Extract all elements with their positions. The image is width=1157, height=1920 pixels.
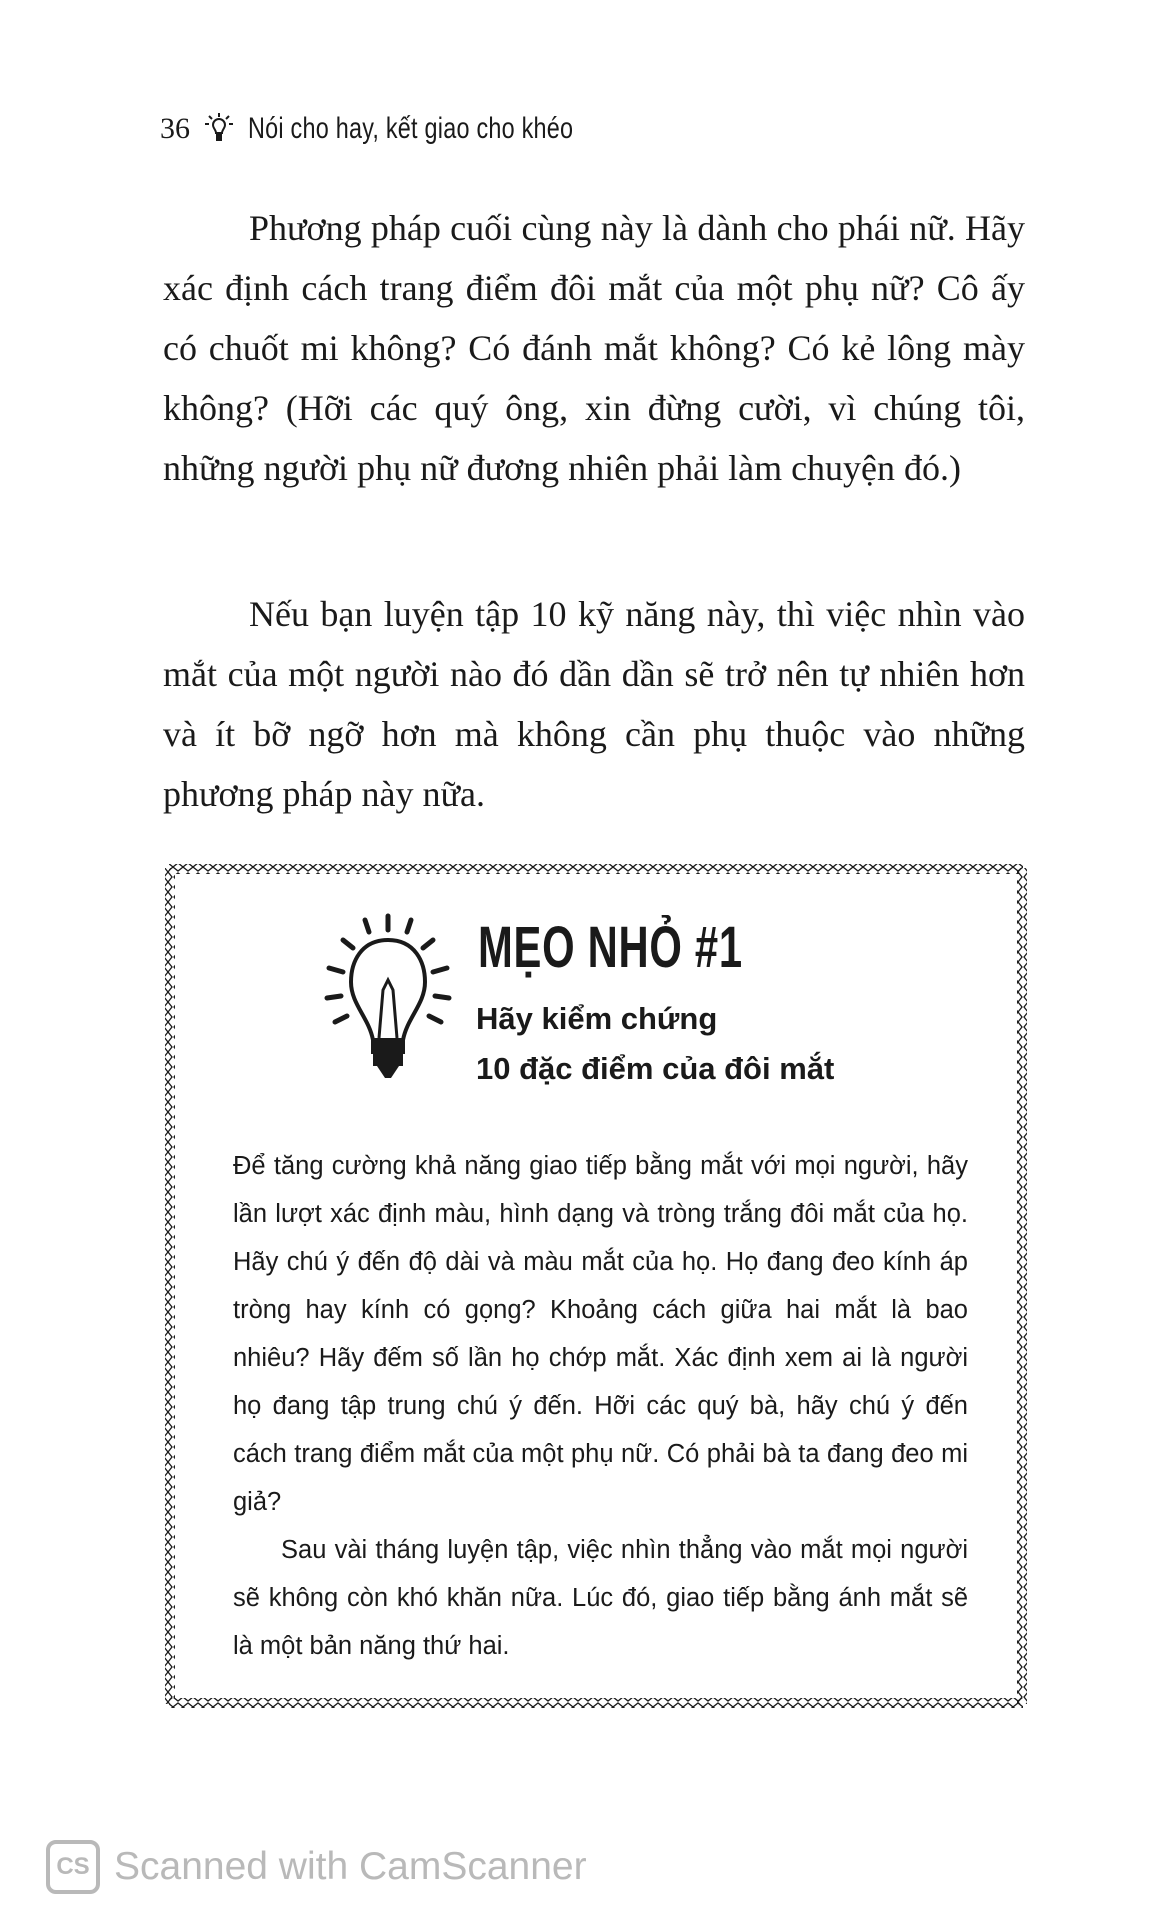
- tip-subtitle-line-2: 10 đặc điểm của đôi mắt: [476, 1051, 835, 1086]
- lightbulb-icon: [204, 112, 234, 146]
- camscanner-logo-icon: CS: [46, 1840, 100, 1894]
- tip-box: [163, 862, 1029, 1710]
- page-header: [160, 112, 665, 146]
- tip-subtitle: [476, 994, 936, 1094]
- page-number: 36: [160, 112, 190, 145]
- lightbulb-icon: [313, 910, 463, 1090]
- watermark-text: Scanned with CamScanner: [114, 1845, 587, 1888]
- body-paragraph-1: Phương pháp cuối cùng này là dành cho phái nữ. Hãy xác định cách trang điểm đôi mắt của một phụ nữ? Cô ấy có chuốt mi không? Có đánh mắt không? Có kẻ lông mày không? (Hỡi các quý ông, xin đừng cười, vì chúng tôi, những người phụ nữ đương nhiên phải làm chuyện đó.): [163, 208, 1025, 488]
- tip-body-paragraph-2: Sau vài tháng luyện tập, việc nhìn thẳng vào mắt mọi người sẽ không còn khó khăn nữa. Lúc đó, giao tiếp bằng ánh mắt sẽ là một bản năng thứ hai.: [233, 1536, 968, 1660]
- tip-body: [233, 1142, 968, 1670]
- camscanner-watermark: [46, 1840, 587, 1894]
- running-title: Nói cho hay, kết giao cho khéo: [248, 112, 574, 145]
- tip-title: MẸO NHỎ #1: [478, 915, 743, 980]
- body-paragraph-2: Nếu bạn luyện tập 10 kỹ năng này, thì việc nhìn vào mắt của một người nào đó dần dần sẽ trở nên tự nhiên hơn và ít bỡ ngỡ hơn mà không cần phụ thuộc vào những phương pháp này nữa.: [163, 594, 1025, 814]
- tip-body-paragraph-1: Để tăng cường khả năng giao tiếp bằng mắt với mọi người, hãy lần lượt xác định màu, hình dạng và tròng trắng đôi mắt của họ. Hãy chú ý đến độ dài và màu mắt của họ. Họ đang đeo kính áp tròng hay kính có gọng? Khoảng cách giữa hai mắt là bao nhiêu? Hãy đếm số lần họ chớp mắt. Xác định xem ai là người họ đang tập trung chú ý đến. Hỡi các quý bà, hãy chú ý đến cách trang điểm mắt của một phụ nữ. Có phải bà ta đang đeo mi giả?: [233, 1152, 968, 1516]
- tip-subtitle-line-1: Hãy kiểm chứng: [476, 1001, 718, 1036]
